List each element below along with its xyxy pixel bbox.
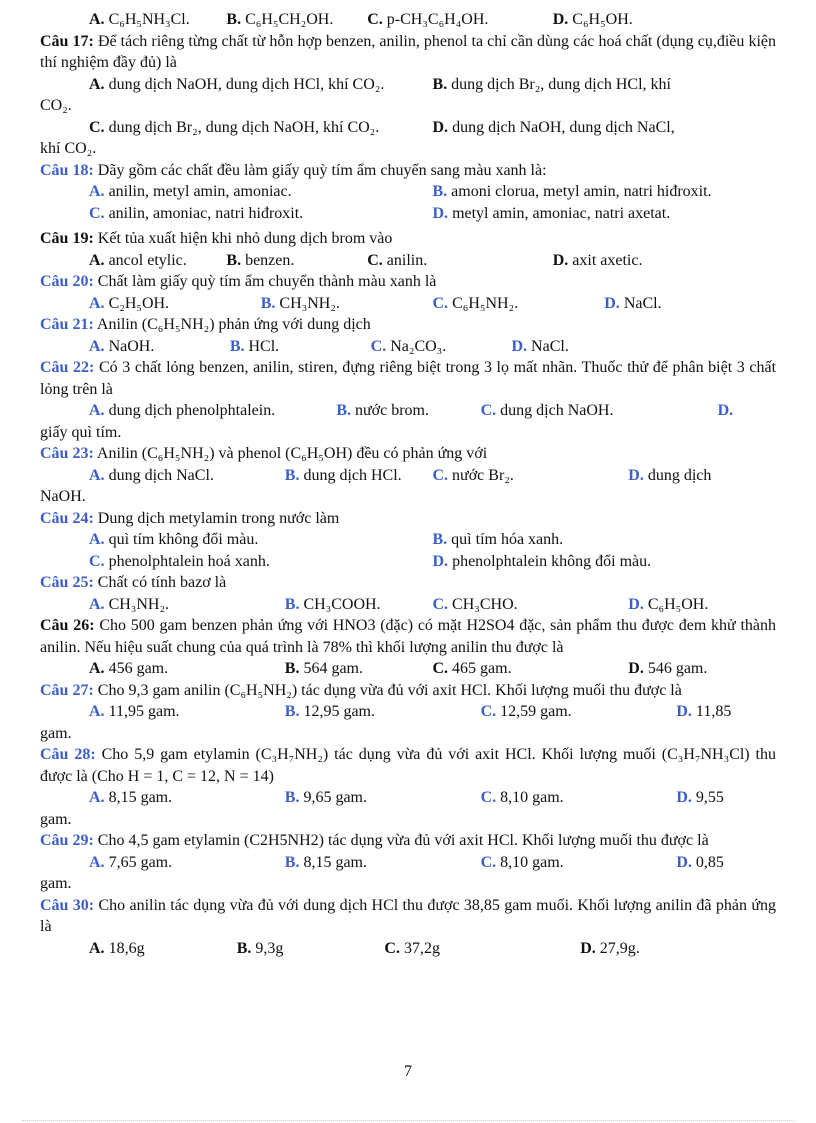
options-row [40, 336, 776, 358]
question-stem: Cho 4,5 gam etylamin (C2H5NH2) tác dụng vừa đủ với axit HCl. Khối lượng muối thu được là [97, 832, 709, 849]
option-c: C. 37,2g [384, 939, 440, 957]
question-number: Câu 26: [40, 617, 95, 634]
question-22 [40, 357, 776, 443]
option-d: D. NaCl. [604, 294, 662, 312]
options-row [40, 293, 776, 315]
question-stem: Chất có tính bazơ là [97, 574, 227, 591]
option-c: C. phenolphtalein hoá xanh. [89, 552, 270, 570]
option-b: B. 9,65 gam. [284, 789, 367, 806]
option-b: B. CH₃NH₂. [260, 294, 340, 312]
option-a: A. 18,6g [89, 939, 145, 957]
option-d: D. axit axetic. [552, 251, 643, 269]
question-stem: Kết tủa xuất hiện khi nhỏ dung dịch brom vào [97, 230, 393, 247]
question-number: Câu 27: [40, 681, 94, 699]
question-number: Câu 30: [40, 896, 95, 914]
option-b: B. quì tím hóa xanh. [432, 531, 564, 548]
question-17 [40, 31, 776, 160]
option-a: A. 7,65 gam. [89, 853, 173, 871]
worksheet-page [40, 9, 776, 959]
options-row [40, 181, 776, 224]
question-23 [40, 443, 776, 508]
option-a: A. 11,95 gam. [89, 703, 180, 720]
question-30 [40, 895, 776, 960]
option-d-continuation: gam. [40, 810, 72, 828]
question-stem: Anilin (C₆H₅NH₂) phản ứng với dung dịch [96, 316, 371, 333]
question-number: Câu 29: [40, 832, 94, 849]
option-b: B. nước brom. [336, 402, 429, 419]
question-number: Câu 23: [40, 445, 94, 462]
option-d: D. metyl amin, amoniac, natri axetat. [432, 204, 671, 222]
question-stem: Cho 5,9 gam etylamin (C₃H₇NH₂) tác dụng vừa đủ với axit HCl. Khối lượng muối (C₃H₇NH₃Cl) thu được là (Cho H = 1, C = 12, N = 14) [40, 746, 776, 785]
option-a: A. C₂H₅OH. [89, 294, 170, 312]
option-c: C. 8,10 gam. [480, 853, 564, 871]
option-a: A. CH₃NH₂. [89, 595, 170, 613]
question-18 [40, 160, 776, 225]
option-a: A. C₆H₅NH₃Cl. [89, 11, 190, 28]
question-number: Câu 22: [40, 359, 95, 376]
option-a: A. dung dịch phenolphtalein. [89, 402, 276, 419]
question-stem: Dung dịch metylamin trong nước làm [97, 509, 340, 527]
options-row [40, 938, 776, 960]
question-number: Câu 24: [40, 509, 94, 527]
option-c: C. p-CH₃C₆H₄OH. [367, 11, 489, 28]
question-25 [40, 572, 776, 615]
option-b: B. CH₃COOH. [284, 595, 381, 613]
option-b-continuation: CO₂. [40, 97, 72, 114]
question-number: Câu 25: [40, 574, 94, 591]
option-a: A. NaOH. [89, 337, 155, 355]
option-b: B. HCl. [229, 337, 280, 355]
option-d: D. 0,85 [676, 853, 724, 871]
option-d-continuation: gam. [40, 875, 72, 892]
option-b: B. C₆H₅CH₂OH. [226, 11, 334, 28]
option-a: A. 8,15 gam. [89, 789, 173, 806]
question-number: Câu 19: [40, 230, 94, 247]
question-stem: Cho 9,3 gam anilin (C₆H₅NH₂) tác dụng vừa đủ với axit HCl. Khối lượng muối thu được là [97, 681, 682, 699]
option-d: D. [717, 402, 734, 419]
footer-divider [22, 1120, 794, 1121]
options-row [40, 701, 776, 723]
option-d: D. NaCl. [511, 337, 569, 355]
question-26 [40, 615, 776, 680]
question-21 [40, 314, 776, 357]
option-a: A. dung dịch NaCl. [89, 466, 214, 484]
options-row [40, 250, 776, 272]
question-27 [40, 680, 776, 745]
option-c: C. nước Br₂. [432, 466, 514, 484]
options-row [40, 852, 776, 874]
question-stem: Có 3 chất lỏng benzen, anilin, stiren, đựng riêng biệt trong 3 lọ mất nhãn. Thuốc thử để phân biệt 3 chất lỏng trên là [40, 359, 777, 398]
option-c: C. dung dịch Br₂, dung dịch NaOH, khí CO₂. [89, 118, 380, 136]
option-c: C. 465 gam. [432, 660, 512, 677]
option-b: B. 564 gam. [284, 660, 363, 677]
option-c: C. CH₃CHO. [432, 595, 518, 613]
options-row [40, 74, 776, 96]
question-stem: Chất làm giấy quỳ tím ẩm chuyển thành màu xanh là [97, 273, 437, 290]
option-d-continuation: khí CO₂. [40, 140, 97, 157]
option-b: B. 9,3g [236, 939, 284, 957]
options-row [40, 465, 776, 487]
option-d: D. C₆H₅OH. [552, 11, 633, 28]
options-row [40, 529, 776, 572]
option-c: C. C₆H₅NH₂. [432, 294, 519, 312]
options-row [40, 117, 776, 139]
option-c: C. anilin, amoniac, natri hiđroxit. [89, 204, 304, 222]
question-20 [40, 271, 776, 314]
question-stem: Cho 500 gam benzen phản ứng với HNO3 (đặc) có mặt H2SO4 đặc, sản phẩm thu được đem khử thành anilin. Nếu hiệu suất chung của quá trình là 78% thì khối lượng anilin thu được là [40, 617, 777, 656]
options-row [40, 594, 776, 616]
question-stem: Cho anilin tác dụng vừa đủ với dung dịch HCl thu được 38,85 gam muối. Khối lượng anilin đã phản ứng là [40, 896, 776, 935]
option-d-continuation: gam. [40, 724, 72, 742]
option-c: C. anilin. [367, 251, 428, 269]
option-c: C. Na₂CO₃. [370, 337, 447, 355]
question-28 [40, 744, 776, 830]
options-row [40, 400, 776, 422]
question-number: Câu 20: [40, 273, 94, 290]
option-a: A. dung dịch NaOH, dung dịch HCl, khí CO₂. [89, 75, 385, 93]
option-c: C. 8,10 gam. [480, 789, 564, 806]
options-row [40, 787, 776, 809]
option-b: B. amoni clorua, metyl amin, natri hiđroxit. [432, 183, 712, 200]
option-d: D. 9,55 [676, 789, 724, 806]
option-b: B. 12,95 gam. [284, 703, 375, 720]
option-b: B. dung dịch HCl. [284, 466, 402, 484]
question-16-tail [40, 9, 776, 31]
option-d: D. 546 gam. [628, 660, 708, 677]
question-stem: Dãy gồm các chất đều làm giấy quỳ tím ẩm chuyển sang màu xanh là: [97, 161, 547, 179]
question-stem: Anilin (C₆H₅NH₂) và phenol (C₆H₅OH) đều có phản ứng với [96, 445, 488, 462]
option-a: A. anilin, metyl amin, amoniac. [89, 183, 292, 200]
option-b: B. dung dịch Br₂, dung dịch HCl, khí [432, 75, 671, 93]
options-row [40, 9, 776, 31]
option-b: B. 8,15 gam. [284, 853, 367, 871]
option-c: C. 12,59 gam. [480, 703, 572, 720]
option-d: D. dung dịch [628, 466, 712, 484]
question-stem: Để tách riêng từng chất từ hỗn hợp benzen, anilin, phenol ta chỉ cần dùng các hoá chất (dụng cụ,điều kiện thí nghiệm đầy đủ) là [40, 32, 777, 71]
option-a: A. quì tím không đổi màu. [89, 531, 259, 548]
option-a: A. 456 gam. [89, 660, 169, 677]
option-d: D. phenolphtalein không đổi màu. [432, 552, 652, 570]
option-d: D. 11,85 [676, 703, 732, 720]
option-b: B. benzen. [226, 251, 295, 269]
option-d-continuation: NaOH. [40, 488, 86, 505]
option-d-continuation: giấy quì tím. [40, 423, 122, 441]
option-d: D. dung dịch NaOH, dung dịch NaCl, [432, 118, 675, 136]
page-number: 7 [404, 1063, 412, 1080]
option-d: D. 27,9g. [580, 939, 640, 957]
question-number: Câu 18: [40, 161, 94, 179]
question-number: Câu 21: [40, 316, 94, 333]
question-number: Câu 17: [40, 32, 94, 50]
question-24 [40, 508, 776, 573]
question-19 [40, 228, 776, 271]
question-number: Câu 28: [40, 746, 96, 763]
option-d: D. C₆H₅OH. [628, 595, 709, 613]
option-a: A. ancol etylic. [89, 251, 187, 269]
question-29 [40, 830, 776, 895]
option-c: C. dung dịch NaOH. [480, 402, 614, 419]
options-row [40, 658, 776, 680]
